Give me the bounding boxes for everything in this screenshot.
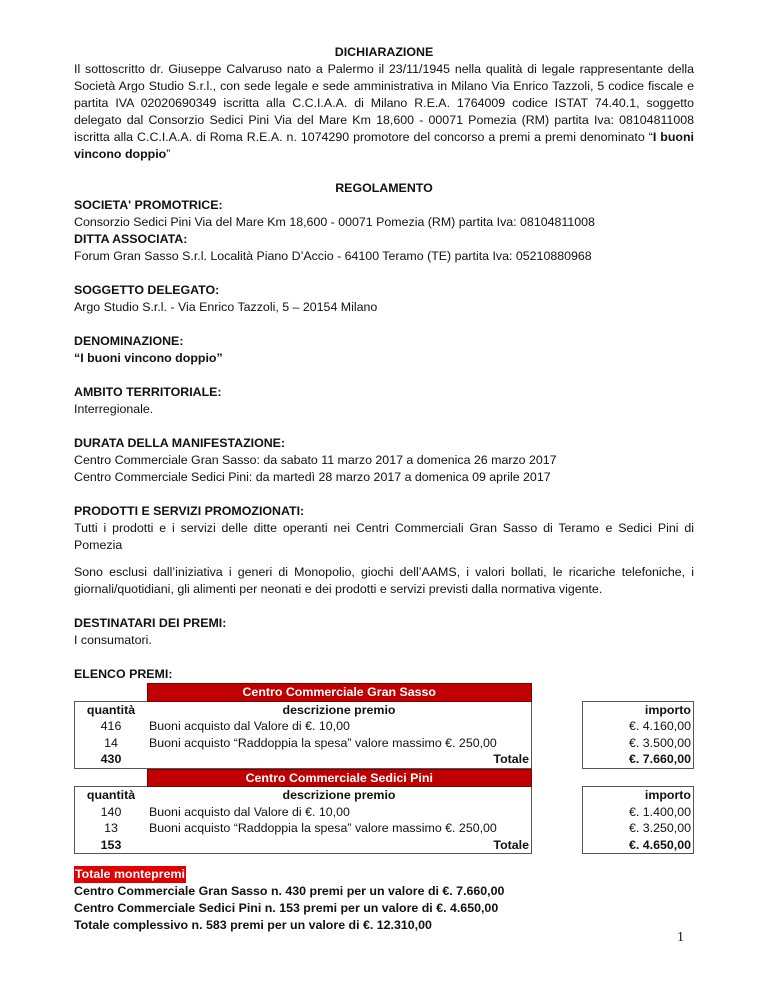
name-heading: DENOMINAZIONE: bbox=[74, 334, 184, 348]
prizes-heading: ELENCO PREMI: bbox=[74, 667, 173, 681]
summary-line-gran-sasso: Centro Commerciale Gran Sasso n. 430 premi per un valore di €. 7.660,00 bbox=[74, 884, 505, 898]
delegate-text: Argo Studio S.r.l. - Via Enrico Tazzoli, 5 – 20154 Milano bbox=[74, 300, 378, 314]
associate-text: Forum Gran Sasso S.r.l. Località Piano D’Accio - 64100 Teramo (TE) partita Iva: 05210880968 bbox=[74, 249, 592, 263]
table-row: 140 Buoni acquisto dal Valore di €. 10,00 €. 1.400,00 bbox=[75, 804, 694, 821]
center-name-sedici-pini: Centro Commerciale Sedici Pini bbox=[147, 769, 532, 787]
prizes-table-gran-sasso bbox=[74, 683, 694, 769]
regolamento-title: REGOLAMENTO bbox=[335, 181, 433, 195]
col-desc-header: descrizione premio bbox=[147, 787, 532, 804]
recipients-text: I consumatori. bbox=[74, 633, 152, 647]
total-row bbox=[75, 837, 694, 854]
area-text: Interregionale. bbox=[74, 402, 154, 416]
contest-name: I buoni vincono doppio bbox=[74, 130, 695, 161]
products-heading: PRODOTTI E SERVIZI PROMOZIONATI: bbox=[74, 504, 305, 518]
duration-line-gran-sasso: Centro Commerciale Gran Sasso: da sabato 11 marzo 2017 a domenica 26 marzo 2017 bbox=[74, 453, 557, 467]
col-qty-header: quantità bbox=[75, 787, 148, 804]
col-amount-header: importo bbox=[583, 701, 694, 718]
duration-heading: DURATA DELLA MANIFESTAZIONE: bbox=[74, 436, 286, 450]
products-text: Tutti i prodotti e i servizi delle ditte operanti nei Centri Commerciali Gran Sasso di Teramo e Sedici Pini di Pomezia bbox=[74, 521, 694, 552]
col-desc-header: descrizione premio bbox=[147, 701, 532, 718]
total-qty: 430 bbox=[75, 751, 148, 768]
col-amount-header: importo bbox=[583, 787, 694, 804]
recipients-heading: DESTINATARI DEI PREMI: bbox=[74, 616, 227, 630]
prizes-table-sedici-pini bbox=[74, 769, 694, 855]
associate-heading: DITTA ASSOCIATA: bbox=[74, 232, 188, 246]
area-heading: AMBITO TERRITORIALE: bbox=[74, 385, 222, 399]
total-label: Totale bbox=[147, 837, 532, 854]
declaration-text bbox=[74, 61, 694, 163]
total-amount: €. 7.660,00 bbox=[583, 751, 694, 768]
summary-line-sedici-pini: Centro Commerciale Sedici Pini n. 153 premi per un valore di €. 4.650,00 bbox=[74, 901, 499, 915]
total-row bbox=[75, 751, 694, 768]
promoter-text: Consorzio Sedici Pini Via del Mare Km 18,600 - 00071 Pomezia (RM) partita Iva: 08104811008 bbox=[74, 215, 595, 229]
total-prize-pool-label: Totale montepremi bbox=[75, 867, 185, 881]
table-row: 416 Buoni acquisto dal Valore di €. 10,00 €. 4.160,00 bbox=[75, 718, 694, 735]
table-row: 13 Buoni acquisto “Raddoppia la spesa” valore massimo €. 250,00 €. 3.250,00 bbox=[75, 820, 694, 837]
declaration-text-after: ” bbox=[166, 147, 171, 161]
total-amount: €. 4.650,00 bbox=[583, 837, 694, 854]
document-page bbox=[74, 44, 694, 934]
name-text: “I buoni vincono doppio” bbox=[74, 351, 223, 365]
col-qty-header: quantità bbox=[75, 701, 148, 718]
promoter-heading: SOCIETA' PROMOTRICE: bbox=[74, 198, 223, 212]
delegate-heading: SOGGETTO DELEGATO: bbox=[74, 283, 220, 297]
declaration-title: DICHIARAZIONE bbox=[334, 45, 434, 59]
center-name-gran-sasso: Centro Commerciale Gran Sasso bbox=[147, 684, 532, 702]
total-qty: 153 bbox=[75, 837, 148, 854]
page-number: 1 bbox=[677, 930, 684, 945]
summary-line-total: Totale complessivo n. 583 premi per un valore di €. 12.310,00 bbox=[74, 918, 432, 932]
table-row: 14 Buoni acquisto “Raddoppia la spesa” valore massimo €. 250,00 €. 3.500,00 bbox=[75, 735, 694, 752]
total-label: Totale bbox=[147, 751, 532, 768]
declaration-text-before: Il sottoscritto dr. Giuseppe Calvaruso nato a Palermo il 23/11/1945 nella qualità di legale rappresentante della Società Argo Studio S.r.l., con sede legale e sede amministrativa in Milano Via Enrico Tazzoli, 5 codice fiscale e partita IVA 02020690349 iscritta alla C.C.I.A.A. di Milano R.E.A. 1764009 codice ISTAT 74.40.1, soggetto delegato dal Consorzio Sedici Pini Via del Mare Km 18,600 - 00071 Pomezia (RM) partita Iva: 08104811008 iscritta alla C.C.I.A.A. di Roma R.E.A. n. 1074290 promotore del concorso a premi a premi denominato “ bbox=[74, 62, 694, 144]
duration-line-sedici-pini: Centro Commerciale Sedici Pini: da martedì 28 marzo 2017 a domenica 09 aprile 2017 bbox=[74, 470, 551, 484]
exclusions-text: Sono esclusi dall’iniziativa i generi di Monopolio, giochi dell’AAMS, i valori bollati, le ricariche telefoniche, i giornali/quotidiani, gli alimenti per neonati e dei prodotti e servizi previsti dalla normativa vigente. bbox=[74, 565, 694, 596]
